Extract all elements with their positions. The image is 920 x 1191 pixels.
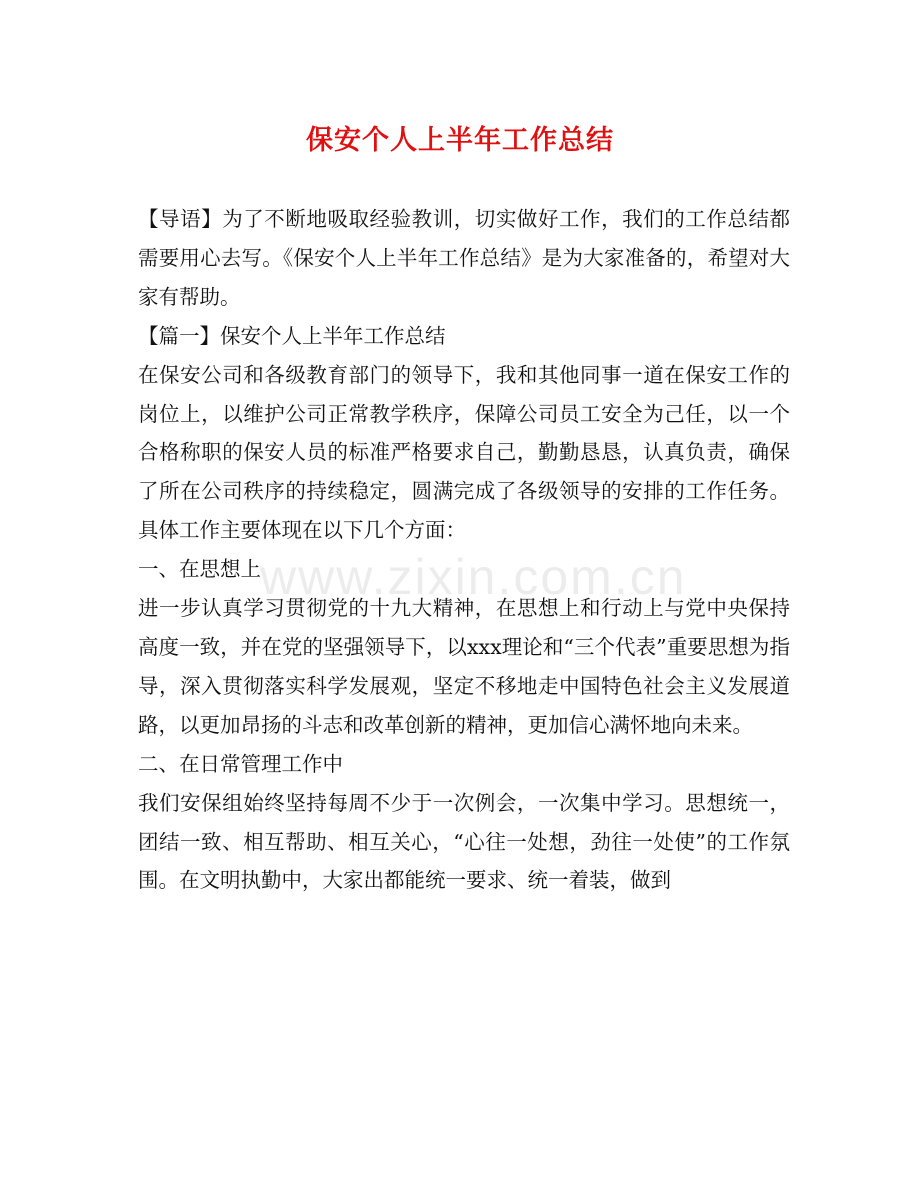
document-title: 保安个人上半年工作总结 [306,125,614,156]
intro-paragraph: 【导语】为了不断地吸取经验教训，切实做好工作，我们的工作总结都需要用心去写。《保安个人上半年工作总结》是为大家准备的，希望对大家有帮助。 [138,207,790,309]
subheading-daily-management: 二、在日常管理工作中 [138,751,343,776]
section-heading-part-one: 【篇一】保安个人上半年工作总结 [138,323,446,348]
watermark-logo: www.zixin.com.cn [260,549,687,605]
body-paragraph: 我们安保组始终坚持每周不少于一次例会，一次集中学习。思想统一，团结一致、相互帮助、相互关心，“心往一处想，劲往一处使”的工作氛围。在文明执勤中，大家出都能统一要求、统一着装，做到 [138,790,790,893]
body-paragraph: 进一步认真学习贯彻党的十九大精神，在思想上和行动上与党中央保持高度一致，并在党的坚强领导下，以xxx理论和“三个代表”重要思想为指导，深入贯彻落实科学发展观，坚定不移地走中国特色社会主义发展道路，以更加昂扬的斗志和改革创新的精神，更加信心满怀地向未来。 [138,596,790,737]
subheading-ideology: 一、在思想上 [138,557,261,582]
body-paragraph: 在保安公司和各级教育部门的领导下，我和其他同事一道在保安工作的岗位上，以维护公司正常教学秩序，保障公司员工安全为己任，以一个合格称职的保安人员的标准严格要求自己，勤勤恳恳，认真负责，确保了所在公司秩序的持续稳定，圆满完成了各级领导的安排的工作任务。具体工作主要体现在以下几个方面： [138,362,790,543]
document-body [138,200,790,900]
